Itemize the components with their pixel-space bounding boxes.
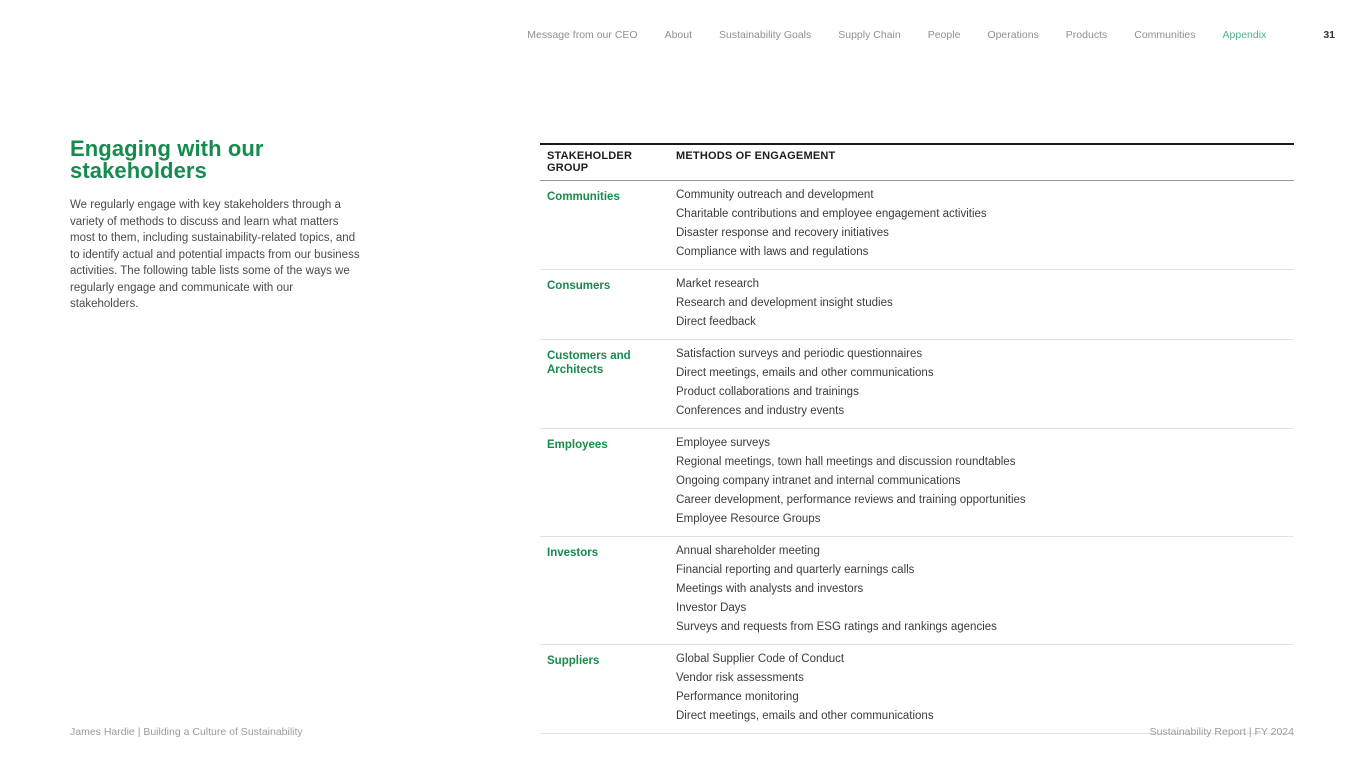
- stakeholder-group-label: Communities: [547, 191, 620, 203]
- column-header-methods: METHODS OF ENGAGEMENT: [676, 150, 836, 162]
- method-item: Ongoing company intranet and internal communications: [676, 475, 961, 487]
- method-item: Compliance with laws and regulations: [676, 246, 869, 258]
- method-item: Product collaborations and trainings: [676, 386, 859, 398]
- stakeholder-group-label: Customers and Architects: [547, 350, 631, 376]
- method-item: Annual shareholder meeting: [676, 545, 820, 557]
- method-item: Conferences and industry events: [676, 405, 845, 417]
- nav-item-appendix[interactable]: Appendix: [1222, 29, 1267, 41]
- method-item: Employee Resource Groups: [676, 513, 821, 525]
- methods-list: [676, 434, 1294, 529]
- top-nav: [0, 29, 1335, 41]
- table-row: [540, 340, 1294, 429]
- nav-item-sustainability-goals[interactable]: Sustainability Goals: [719, 29, 812, 41]
- methods-list: [676, 542, 1294, 637]
- method-item: Global Supplier Code of Conduct: [676, 653, 845, 665]
- method-item: Research and development insight studies: [676, 297, 893, 309]
- stakeholder-group-label: Consumers: [547, 280, 611, 292]
- nav-item-products[interactable]: Products: [1065, 29, 1108, 41]
- method-item: Regional meetings, town hall meetings and discussion roundtables: [676, 456, 1016, 468]
- footer-report-name: James Hardie | Building a Culture of Sustainability: [70, 726, 303, 738]
- methods-list: [676, 275, 1294, 332]
- nav-item-message-from-our-ceo[interactable]: Message from our CEO: [527, 29, 638, 41]
- stakeholder-group-label: Investors: [547, 547, 599, 559]
- table-row: [540, 429, 1294, 537]
- column-header-stakeholder-group: STAKEHOLDER GROUP: [547, 150, 633, 174]
- method-item: Market research: [676, 278, 760, 290]
- table-row: [540, 645, 1294, 734]
- intro-paragraph: We regularly engage with key stakeholders through a variety of methods to discuss and learn what matters most to them, including sustainability-related topics, and to identify actual and potential impacts from our business activities. The following table lists some of the ways we regularly engage and communicate with our stakeholders.: [70, 199, 360, 310]
- methods-list: [676, 650, 1294, 726]
- table-row: [540, 181, 1294, 270]
- method-item: Surveys and requests from ESG ratings and rankings agencies: [676, 621, 997, 633]
- nav-item-about[interactable]: About: [664, 29, 693, 41]
- nav-item-people[interactable]: People: [927, 29, 961, 41]
- method-item: Investor Days: [676, 602, 747, 614]
- methods-list: [676, 186, 1294, 262]
- method-item: Satisfaction surveys and periodic questionnaires: [676, 348, 923, 360]
- method-item: Meetings with analysts and investors: [676, 583, 864, 595]
- table-row: [540, 537, 1294, 645]
- method-item: Charitable contributions and employee engagement activities: [676, 208, 987, 220]
- method-item: Direct feedback: [676, 316, 756, 328]
- nav-item-communities[interactable]: Communities: [1134, 29, 1196, 41]
- nav-item-supply-chain[interactable]: Supply Chain: [838, 29, 901, 41]
- method-item: Performance monitoring: [676, 691, 799, 703]
- nav-item-operations[interactable]: Operations: [987, 29, 1039, 41]
- intro-column: [70, 138, 364, 313]
- method-item: Career development, performance reviews and training opportunities: [676, 494, 1026, 506]
- method-item: Employee surveys: [676, 437, 770, 449]
- methods-list: [676, 345, 1294, 421]
- table-header-row: [540, 145, 1294, 181]
- method-item: Direct meetings, emails and other communications: [676, 367, 934, 379]
- engagement-table: [540, 143, 1294, 734]
- footer-report-edition: Sustainability Report | FY 2024: [1149, 726, 1294, 738]
- method-item: Financial reporting and quarterly earnings calls: [676, 564, 915, 576]
- method-item: Vendor risk assessments: [676, 672, 804, 684]
- stakeholder-group-label: Suppliers: [547, 655, 600, 667]
- method-item: Disaster response and recovery initiatives: [676, 227, 889, 239]
- method-item: Direct meetings, emails and other communications: [676, 710, 934, 722]
- page-number: 31: [1323, 29, 1335, 41]
- stakeholder-group-label: Employees: [547, 439, 608, 451]
- table-row: [540, 270, 1294, 340]
- page-title: Engaging with our stakeholders: [70, 136, 264, 183]
- engagement-table-body: [540, 181, 1294, 734]
- method-item: Community outreach and development: [676, 189, 874, 201]
